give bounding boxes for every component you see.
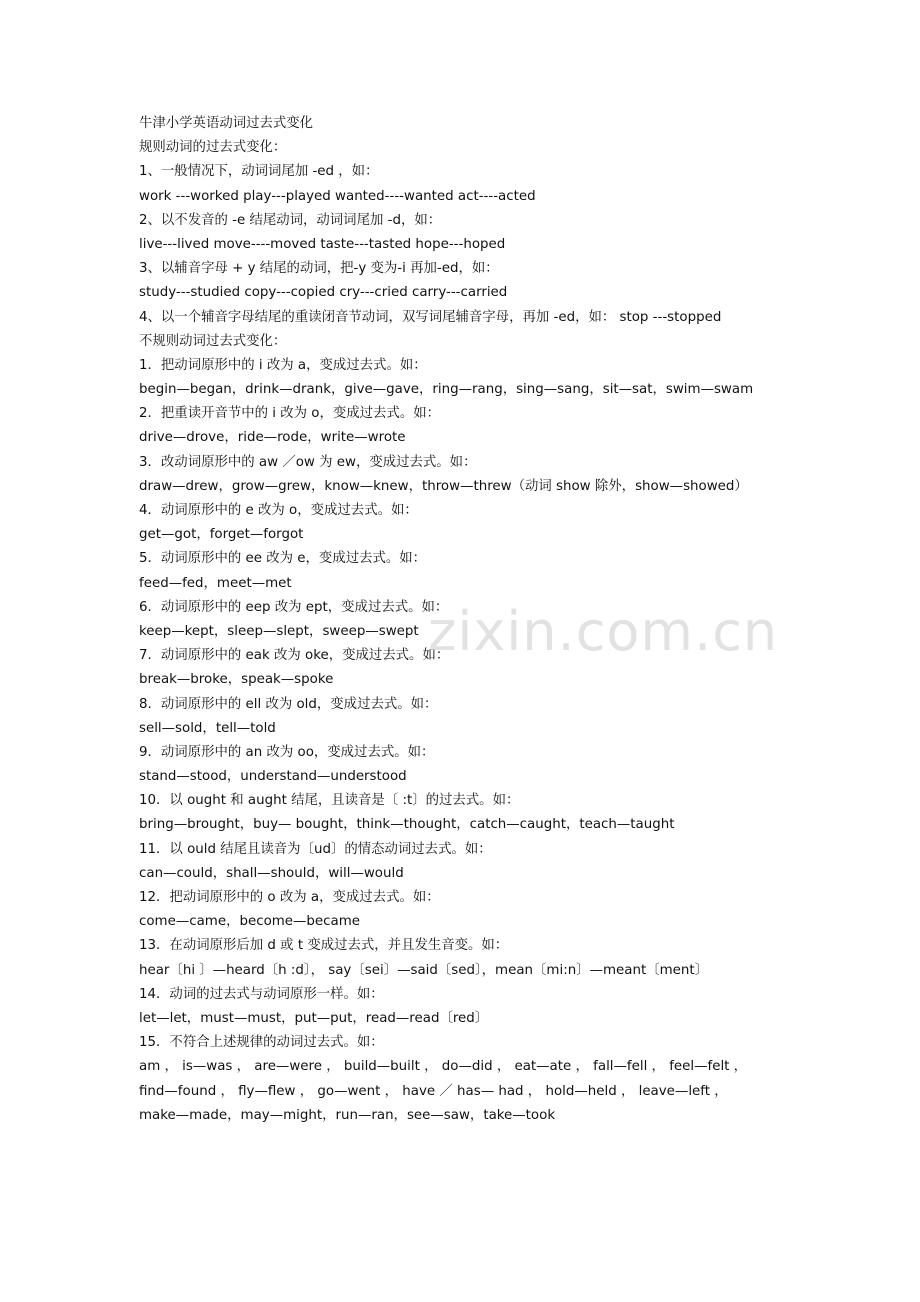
section-heading-irregular-verbs: 不规则动词过去式变化： [139,333,287,349]
rule-line: 2、以不发音的 -e 结尾动词，动词词尾加 -d，如： [139,212,442,228]
rule-line: 13．在动词原形后加 d 或 t 变成过去式，并且发生音变。如： [139,938,509,954]
example-line: come—came，become—became [139,914,361,930]
example-line: work ---worked play---played wanted----wanted act----acted [139,188,536,204]
rule-line: 3、以辅音字母 + y 结尾的动词，把-y 变为-i 再加-ed，如： [139,261,499,277]
rule-line: 15．不符合上述规律的动词过去式。如： [139,1035,384,1051]
rule-line: 9．动词原形中的 an 改为 oo，变成过去式。如： [139,744,435,760]
rule-line: 5．动词原形中的 ee 改为 e，变成过去式。如： [139,551,427,567]
example-line: feed—fed，meet—met [139,575,292,591]
example-line: break—broke，speak—spoke [139,672,334,688]
watermark: zixin.com.cn [428,600,779,663]
document-title: 牛津小学英语动词过去式变化 [139,116,314,131]
rule-line: 4．动词原形中的 e 改为 o，变成过去式。如： [139,503,418,518]
example-line: hear〔hi 〕—heard〔h :d〕， say〔sei〕—said〔sed〕，mean〔mi:n〕—meant〔ment〕 [139,962,708,978]
rule-line: 8．动词原形中的 ell 改为 old，变成过去式。如： [139,696,438,712]
example-line: live---lived move----moved taste---tasted hope---hoped [139,236,506,252]
rule-line: 10．以 ought 和 aught 结尾，且读音是〔 :t〕的过去式。如： [139,793,520,809]
example-line: can—could，shall—should，will—would [139,865,404,881]
rule-line: 12．把动词原形中的 o 改为 a，变成过去式。如： [139,890,440,905]
section-heading-regular-verbs: 规则动词的过去式变化： [139,140,287,156]
rule-line: 1、一般情况下，动词词尾加 -ed ，如： [139,164,379,180]
rule-line: 7．动词原形中的 eak 改为 oke，变成过去式。如： [139,648,450,664]
rule-line: 2．把重读开音节中的 i 改为 o，变成过去式。如： [139,406,441,422]
rule-line: 1．把动词原形中的 i 改为 a，变成过去式。如： [139,357,427,373]
example-line: bring—brought，buy— bought，think—thought，catch—caught，teach—taught [139,817,675,833]
example-line: am ， is—was ， are—were ， build—built ， do—did ， eat—ate ， fall—fell ， feel—felt ， [139,1059,748,1075]
rule-line: 14．动词的过去式与动词原形一样。如： [139,986,384,1002]
example-line: stand—stood，understand—understood [139,769,407,785]
rule-line: 4、以一个辅音字母结尾的重读闭音节动词，双写词尾辅音字母，再加 -ed，如： stop ---stopped [139,309,722,325]
example-line: get—got，forget—forgot [139,527,304,543]
rule-line: 6．动词原形中的 eep 改为 ept，变成过去式。如： [139,599,449,615]
example-line: study---studied copy---copied cry---cried carry---carried [139,285,508,301]
example-line: make—made，may—might，run—ran，see—saw，take—took [139,1107,556,1123]
example-line: find—found ， fly—flew ， go—went ， have ／ has— had ， hold—held ， leave—left ， [139,1083,728,1099]
example-line: draw—drew，grow—grew，know—knew，throw—threw（动词 show 除外，show—showed） [139,478,748,494]
example-line: keep—kept，sleep—slept，sweep—swept [139,623,419,639]
example-line: begin—began，drink—drank，give—gave，ring—rang，sing—sang，sit—sat，swim—swam [139,382,754,398]
rule-line: 3．改动词原形中的 aw ／ow 为 ew，变成过去式。如： [139,454,477,470]
example-line: drive—drove，ride—rode，write—wrote [139,430,406,446]
example-line: let—let，must—must，put—put，read—read〔red〕 [139,1010,489,1026]
rule-line: 11．以 ould 结尾且读音为〔ud〕的情态动词过去式。如： [139,841,492,857]
example-line: sell—sold，tell—told [139,720,276,736]
